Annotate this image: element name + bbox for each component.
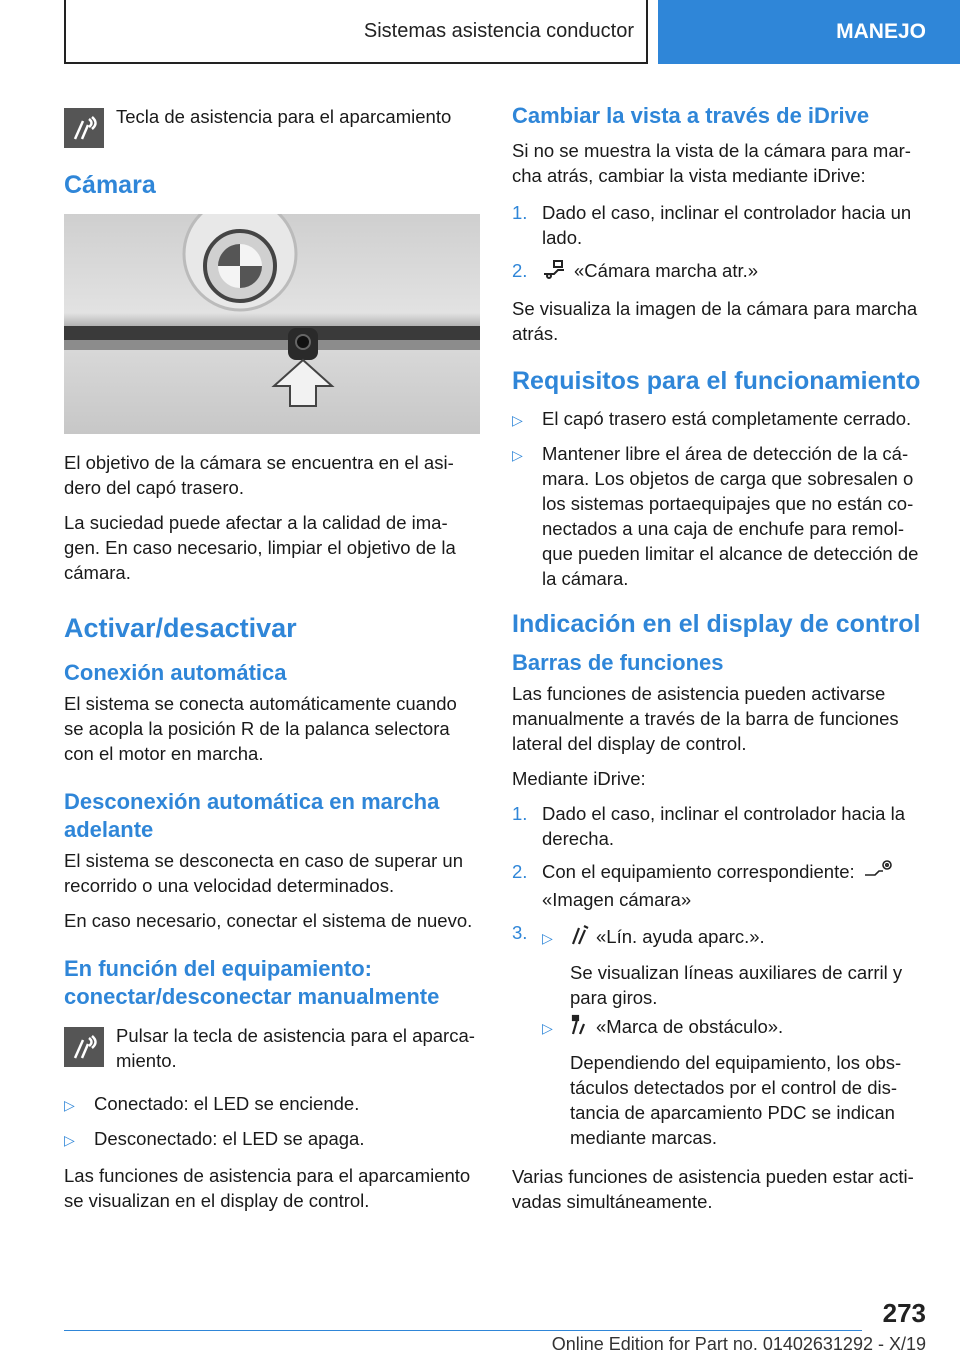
step-text: Dado el caso, inclinar el controlador hacia un lado. [542,202,912,248]
heading-display: Indicación en el display de control [512,610,921,639]
right-column [512,96,928,1224]
footer-edition: Online Edition for Part no. 01402631292 - X/19 [551,1334,926,1354]
list-item [64,1126,480,1153]
heading-camera: Cámara [64,171,156,199]
camera-paragraph-1: El objetivo de la cámara se encuentra en el asi- dero del capó trasero. [64,452,454,498]
camera-settings-icon [863,859,893,887]
step-number: 2. [512,861,528,883]
step-number: 3. [512,922,528,944]
list-item [512,920,928,1154]
bullet-marker: ▷ [512,447,523,464]
list-item [512,258,928,286]
idrive-paragraph-2: Se visualiza la imagen de la cámara para marcha atrás. [512,298,918,345]
bullet-marker: ▷ [542,930,553,947]
heading-auto-off: Desconexión automática en marcha adelante [64,789,440,842]
header-chapter [658,0,960,64]
header-section-label: Sistemas asistencia conductor [363,19,634,42]
page-number: 273 [882,1298,926,1328]
step-text: «Cámara marcha atr.» [574,260,759,281]
list-item [64,1091,480,1118]
sub-item-label: «Marca de obstáculo». [596,1016,784,1038]
manual-paragraph: Las funciones de asistencia para el aparcamiento se visualizan en el display de control. [64,1165,471,1211]
bullet-text: El capó trasero está completamente cerrado. [542,408,912,430]
heading-manual: En función del equipamiento: conectar/desconectar manualmente [64,956,440,1009]
parking-assist-key-icon [64,108,104,148]
bullet-text: Desconectado: el LED se apaga. [94,1128,365,1149]
sub-item-label: «Lín. ayuda aparc.». [596,926,765,948]
camera-photo [64,214,480,434]
step-text-2: «Imagen cámara» [542,889,692,911]
sub-item [542,924,928,1010]
heading-function-bars: Barras de funciones [512,650,724,676]
function-bar-steps [512,801,928,1154]
sub-item-desc: Se visualizan líneas auxiliares de carril y para giros. [570,962,903,1009]
parking-lines-icon [570,924,590,952]
bullet-marker: ▷ [512,412,523,429]
header-section [64,0,648,64]
auto-on-paragraph: El sistema se conecta automáticamente cuando se acopla la posición R de la palanca selectora con el motor en marcha. [64,693,457,764]
heading-auto-on: Conexión automática [64,660,287,685]
bullet-text: Conectado: el LED se enciende. [94,1093,360,1114]
bullet-text: Mantener libre el área de detección de la cá- mara. Los objetos de carga que sobresalen o los sistemas portaequipajes que no están co- nectados a una caja de enchufe para remol- que pueden limitar el alcance de detección de la cámara. [542,443,919,590]
led-status-list [64,1091,480,1153]
step-text: Con el equipamiento correspondiente: [542,861,855,883]
header-chapter-label: MANEJO [836,20,926,43]
step-text: Dado el caso, inclinar el controlador hacia la derecha. [542,803,906,850]
step-number: 1. [512,803,528,825]
sub-list [542,924,928,1150]
bullet-marker: ▷ [64,1132,75,1148]
idrive-steps [512,200,928,286]
parking-assist-key-icon-2 [64,1027,104,1067]
idrive-paragraph: Si no se muestra la vista de la cámara para mar- cha atrás, cambiar la vista mediante iDrive: [512,140,911,186]
list-item [512,801,928,851]
camera-paragraph-2: La suciedad puede afectar a la calidad de ima- gen. En caso necesario, limpiar el objetivo de la cámara. [64,512,456,583]
list-item [512,200,928,250]
step-number: 2. [512,260,528,281]
sub-item-desc: Dependiendo del equipamiento, los obs- táculos detectados por el control de dis- tancia de aparcamiento PDC se indican mediante marcas. [570,1052,902,1149]
bars-paragraph: Las funciones de asistencia pueden activarse manualmente a través de la barra de funciones lateral del display de control. [512,683,899,755]
obstacle-marker-icon [570,1014,590,1042]
key-caption-row [64,96,480,148]
manual-key-text: Pulsar la tecla de asistencia para el aparca- miento. [116,1025,475,1071]
key-caption: Tecla de asistencia para el aparcamiento [116,106,452,127]
left-column [64,96,480,1223]
list-item [512,406,928,433]
final-paragraph: Varias funciones de asistencia pueden estar acti- vadas simultáneamente. [512,1166,914,1213]
sub-item [542,1014,928,1150]
auto-off-paragraph-1: El sistema se desconecta en caso de superar un recorrido o una velocidad determinados. [64,850,464,896]
camera-illustration [64,214,480,434]
heading-requirements: Requisitos para el funcionamiento [512,367,921,396]
bullet-marker: ▷ [542,1020,553,1037]
heading-idrive: Cambiar la vista a través de iDrive [512,103,870,128]
list-item [512,441,928,591]
rear-camera-icon [542,258,568,286]
step-number: 1. [512,202,528,223]
auto-off-paragraph-2: En caso necesario, conectar el sistema de nuevo. [64,910,473,931]
footer-divider [64,1330,862,1331]
manual-key-row [64,1023,480,1073]
list-item [512,859,928,912]
bullet-marker: ▷ [64,1097,75,1113]
requirements-list [512,406,928,591]
heading-activate: Activar/desactivar [64,613,297,643]
bars-paragraph-2: Mediante iDrive: [512,768,646,790]
